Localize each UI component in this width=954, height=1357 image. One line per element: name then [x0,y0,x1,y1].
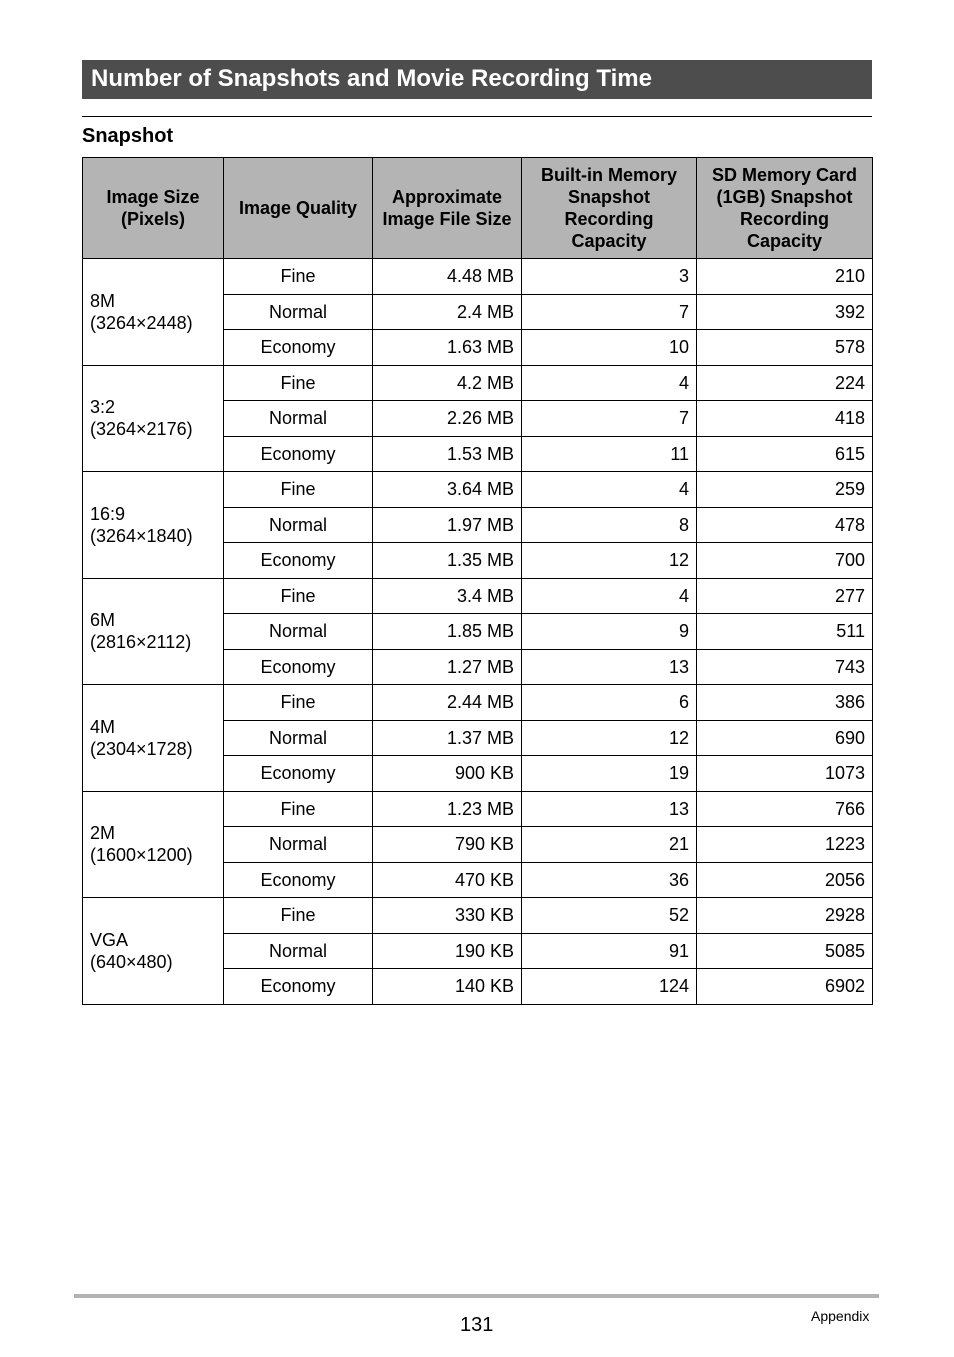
sd-capacity-cell: 277 [697,578,873,614]
title-divider [82,116,872,117]
builtin-capacity-cell: 10 [522,330,697,366]
sd-capacity-cell: 210 [697,259,873,295]
quality-cell: Fine [224,578,373,614]
builtin-capacity-cell: 3 [522,259,697,295]
quality-cell: Normal [224,720,373,756]
builtin-capacity-cell: 124 [522,969,697,1005]
sd-capacity-cell: 5085 [697,933,873,969]
sd-capacity-cell: 766 [697,791,873,827]
header-builtin-memory: Built-in Memory Snapshot Recording Capacity [522,158,697,259]
image-size-label: 8M [90,290,116,311]
builtin-capacity-cell: 12 [522,720,697,756]
sd-capacity-cell: 259 [697,472,873,508]
table-row [83,898,873,934]
quality-cell: Economy [224,649,373,685]
header-image-size: Image Size (Pixels) [83,158,224,259]
quality-cell: Economy [224,756,373,792]
builtin-capacity-cell: 19 [522,756,697,792]
image-size-label: 3:2 [90,397,116,418]
image-size-label: VGA [90,929,129,950]
header-image-quality: Image Quality [224,158,373,259]
section-heading: Snapshot [82,125,174,147]
file-size-cell: 1.53 MB [373,436,522,472]
image-size-label: 16:9 [90,503,126,524]
builtin-capacity-cell: 21 [522,827,697,863]
sd-capacity-cell: 392 [697,294,873,330]
image-size-label: 2M [90,823,116,844]
file-size-cell: 1.63 MB [373,330,522,366]
table-body [83,259,873,1005]
sd-capacity-cell: 224 [697,365,873,401]
file-size-cell: 190 KB [373,933,522,969]
file-size-cell: 1.97 MB [373,507,522,543]
file-size-cell: 330 KB [373,898,522,934]
file-size-cell: 4.2 MB [373,365,522,401]
sd-capacity-cell: 478 [697,507,873,543]
builtin-capacity-cell: 7 [522,401,697,437]
sd-capacity-cell: 2056 [697,862,873,898]
builtin-capacity-cell: 4 [522,578,697,614]
sd-capacity-cell: 743 [697,649,873,685]
image-size-cell [83,472,224,579]
image-size-pixels: (1600×1200) [90,845,193,866]
file-size-cell: 2.4 MB [373,294,522,330]
page-title: Number of Snapshots and Movie Recording Time [91,65,652,92]
quality-cell: Fine [224,791,373,827]
sd-capacity-cell: 700 [697,543,873,579]
table-row [83,365,873,401]
quality-cell: Fine [224,898,373,934]
quality-cell: Economy [224,330,373,366]
file-size-cell: 2.44 MB [373,685,522,721]
quality-cell: Fine [224,365,373,401]
table-row [83,685,873,721]
builtin-capacity-cell: 4 [522,365,697,401]
quality-cell: Economy [224,862,373,898]
builtin-capacity-cell: 11 [522,436,697,472]
builtin-capacity-cell: 52 [522,898,697,934]
title-bar [82,60,872,99]
sd-capacity-cell: 6902 [697,969,873,1005]
builtin-capacity-cell: 7 [522,294,697,330]
table-row [83,259,873,295]
file-size-cell: 1.27 MB [373,649,522,685]
table-header-row [83,158,873,259]
quality-cell: Economy [224,543,373,579]
sd-capacity-cell: 578 [697,330,873,366]
footer-section-label: Appendix [811,1308,870,1324]
builtin-capacity-cell: 13 [522,791,697,827]
quality-cell: Fine [224,259,373,295]
file-size-cell: 1.85 MB [373,614,522,650]
builtin-capacity-cell: 36 [522,862,697,898]
quality-cell: Fine [224,472,373,508]
sd-capacity-cell: 615 [697,436,873,472]
image-size-pixels: (2304×1728) [90,738,193,759]
image-size-cell [83,685,224,792]
image-size-label: 6M [90,610,116,631]
builtin-capacity-cell: 4 [522,472,697,508]
sd-capacity-cell: 1223 [697,827,873,863]
table-row [83,578,873,614]
file-size-cell: 2.26 MB [373,401,522,437]
image-size-pixels: (3264×2448) [90,312,193,333]
table-row [83,472,873,508]
file-size-cell: 3.64 MB [373,472,522,508]
file-size-cell: 1.35 MB [373,543,522,579]
sd-capacity-cell: 418 [697,401,873,437]
quality-cell: Normal [224,933,373,969]
file-size-cell: 140 KB [373,969,522,1005]
header-file-size: Approximate Image File Size [373,158,522,259]
image-size-cell [83,365,224,472]
footer-rule [74,1294,879,1298]
image-size-label: 4M [90,716,116,737]
quality-cell: Fine [224,685,373,721]
builtin-capacity-cell: 13 [522,649,697,685]
image-size-cell [83,791,224,898]
image-size-pixels: (640×480) [90,951,173,972]
file-size-cell: 4.48 MB [373,259,522,295]
builtin-capacity-cell: 8 [522,507,697,543]
page-number: 131 [460,1314,494,1336]
file-size-cell: 1.23 MB [373,791,522,827]
sd-capacity-cell: 2928 [697,898,873,934]
image-size-pixels: (3264×1840) [90,525,193,546]
image-size-cell [83,578,224,685]
quality-cell: Normal [224,827,373,863]
table-row [83,791,873,827]
sd-capacity-cell: 386 [697,685,873,721]
quality-cell: Economy [224,436,373,472]
quality-cell: Normal [224,614,373,650]
builtin-capacity-cell: 12 [522,543,697,579]
quality-cell: Economy [224,969,373,1005]
file-size-cell: 900 KB [373,756,522,792]
sd-capacity-cell: 690 [697,720,873,756]
quality-cell: Normal [224,507,373,543]
image-size-cell [83,898,224,1005]
sd-capacity-cell: 511 [697,614,873,650]
image-size-pixels: (3264×2176) [90,419,193,440]
snapshot-capacity-table [82,157,873,1005]
builtin-capacity-cell: 91 [522,933,697,969]
sd-capacity-cell: 1073 [697,756,873,792]
image-size-pixels: (2816×2112) [90,632,192,653]
file-size-cell: 790 KB [373,827,522,863]
builtin-capacity-cell: 6 [522,685,697,721]
image-size-cell [83,259,224,366]
file-size-cell: 1.37 MB [373,720,522,756]
file-size-cell: 3.4 MB [373,578,522,614]
quality-cell: Normal [224,294,373,330]
file-size-cell: 470 KB [373,862,522,898]
quality-cell: Normal [224,401,373,437]
builtin-capacity-cell: 9 [522,614,697,650]
header-sd-card: SD Memory Card (1GB) Snapshot Recording Capacity [697,158,873,259]
